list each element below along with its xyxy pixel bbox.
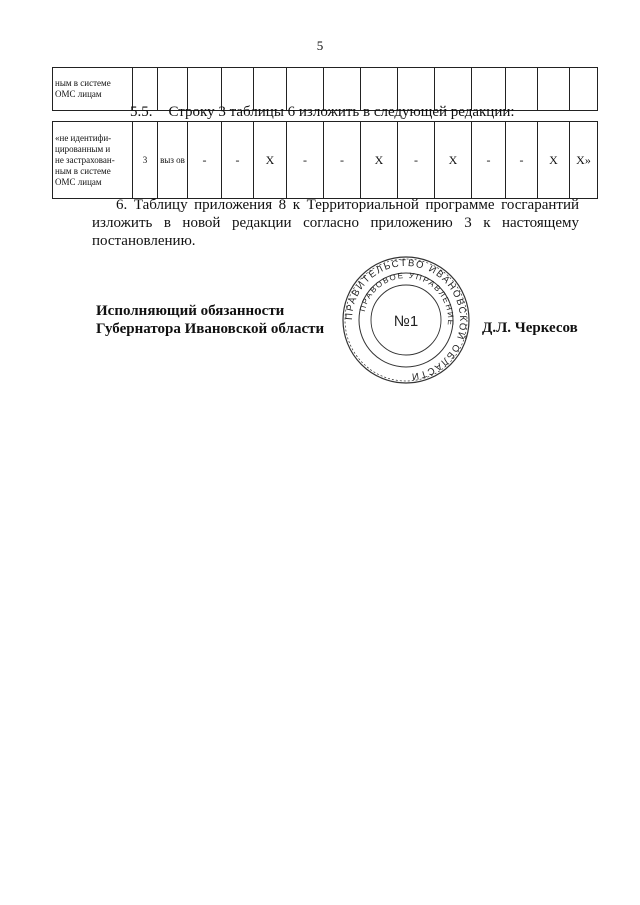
table-cell: Х [538, 122, 570, 199]
signatory-name: Д.Л. Черкесов [482, 320, 578, 336]
row-label-cell [53, 122, 133, 199]
table-cell: - [472, 122, 506, 199]
table-cell: выз ов [158, 122, 188, 199]
table-cell: - [324, 122, 361, 199]
page-number: 5 [316, 38, 324, 53]
row-label-line: ным в системе [55, 78, 111, 88]
table-cell: - [222, 122, 254, 199]
section-5-5 [130, 104, 515, 121]
table-cell: - [398, 122, 435, 199]
section-text: Строку 3 таблицы 6 изложить в следующей редакции: [168, 104, 515, 120]
seal-outer-text: ПРАВИТЕЛЬСТВО ИВАНОВСКОЙ ОБЛАСТИ [343, 257, 469, 382]
table-cell [570, 68, 598, 111]
table-cell: Х [254, 122, 287, 199]
table-cell: Х» [570, 122, 598, 199]
table-cell: Х [361, 122, 398, 199]
row-label-cell [53, 68, 133, 111]
official-seal [340, 254, 472, 386]
seal-number: №1 [393, 313, 419, 330]
position-line-2: Губернатора Ивановской области [96, 321, 325, 337]
signatory-position [96, 302, 324, 338]
row-label-line: цированным и [55, 143, 111, 154]
row-label-line: «не идентифи- [55, 132, 112, 143]
section-number: 5.5. [130, 104, 153, 120]
table-row [53, 122, 598, 199]
table-cell: Х [435, 122, 472, 199]
paragraph-6-text: 6. Таблицу приложения 8 к Территориальной программе госгарантий изложить в новой редакции согласно приложению 3 к настоящему постановлению. [92, 197, 579, 249]
row-label-line: ОМС лицам [55, 176, 102, 187]
table-cell: 3 [133, 122, 158, 199]
row-label-line: ОМС лицам [55, 89, 102, 99]
paragraph-6 [92, 196, 579, 250]
row-label-line: ным в системе [55, 165, 111, 176]
table-cell: - [506, 122, 538, 199]
table-cell: - [188, 122, 222, 199]
position-line-1: Исполняющий обязанности [96, 303, 285, 319]
seal-inner-text: ПРАВОВОЕ УПРАВЛЕНИЕ [357, 270, 456, 327]
table-row-3 [52, 121, 598, 199]
table-cell: - [287, 122, 324, 199]
table-cell [538, 68, 570, 111]
row-label-line: не застрахован- [55, 154, 115, 165]
